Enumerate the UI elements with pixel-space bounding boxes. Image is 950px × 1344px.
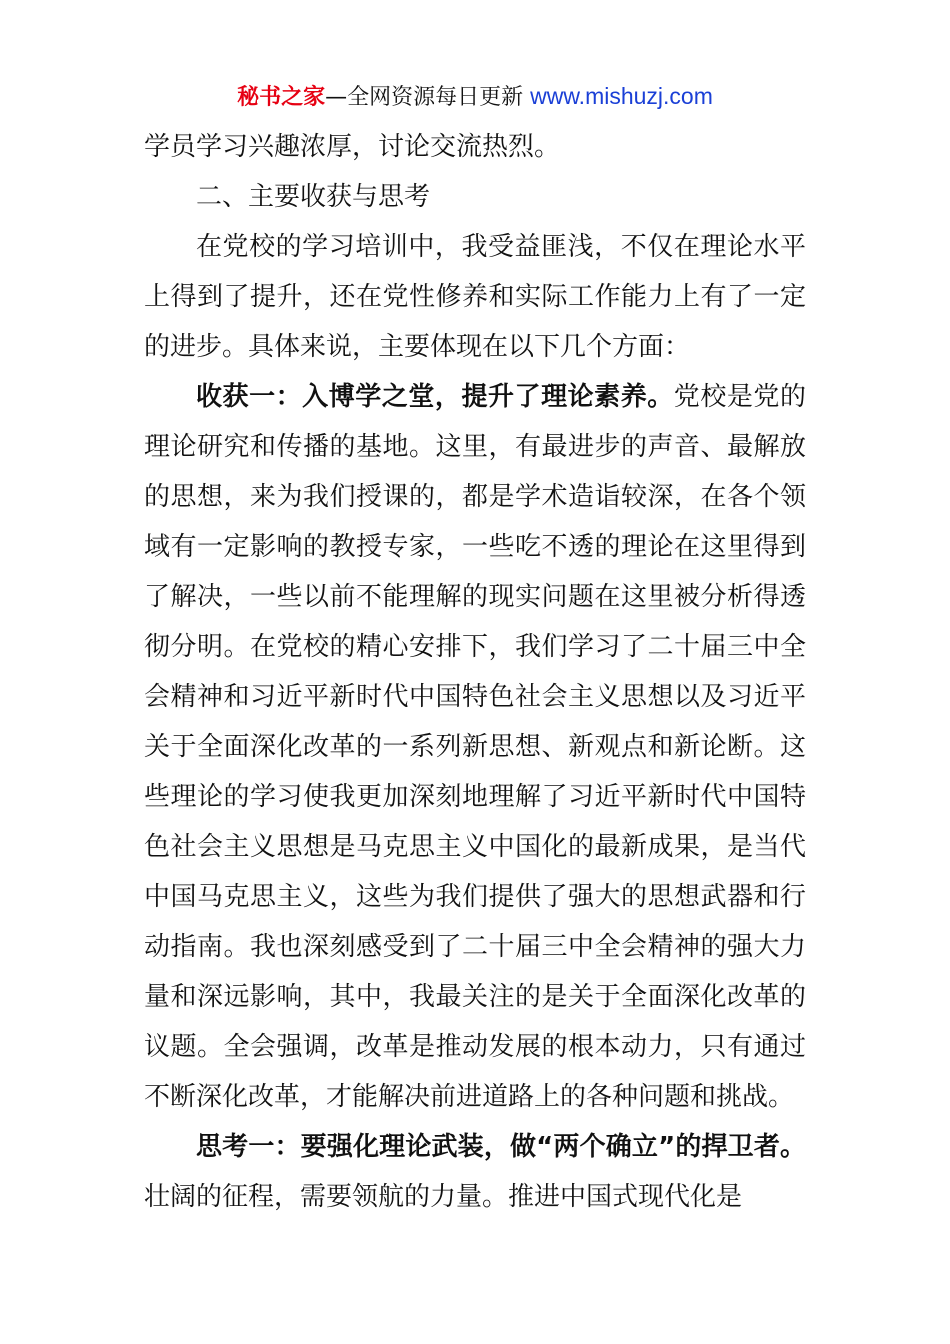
site-tagline: —全网资源每日更新 [325, 85, 531, 110]
site-header [0, 80, 950, 114]
section-heading: 二、主要收获与思考 [196, 182, 431, 212]
thought-one-text: 壮阔的征程，需要领航的力量。推进中国式现代化是 [144, 1182, 743, 1212]
document-body [144, 122, 806, 1222]
site-url-link[interactable]: www.mishuzj.com [530, 83, 713, 109]
paragraph-intro: 在党校的学习培训中，我受益匪浅，不仅在理论水平上得到了提升，还在党性修养和实际工作能力上有了一定的进步。具体来说，主要体现在以下几个方面： [144, 232, 806, 362]
paragraph-gain-one [144, 372, 806, 1122]
paragraph-continuation: 学员学习兴趣浓厚，讨论交流热烈。 [144, 132, 561, 162]
gain-one-text: 党校是党的理论研究和传播的基地。这里，有最进步的声音、最解放的思想，来为我们授课的，都是学术造诣较深，在各个领域有一定影响的教授专家，一些吃不透的理论在这里得到了解决，一些以前不能理解的现实问题在这里被分析得透彻分明。在党校的精心安排下，我们学习了二十届三中全会精神和习近平新时代中国特色社会主义思想以及习近平关于全面深化改革的一系列新思想、新观点和新论断。这些理论的学习使我更加深刻地理解了习近平新时代中国特色社会主义思想是马克思主义中国化的最新成果，是当代中国马克思主义，这些为我们提供了强大的思想武器和行动指南。我也深刻感受到了二十届三中全会精神的强大力量和深远影响，其中，我最关注的是关于全面深化改革的议题。全会强调，改革是推动发展的根本动力，只有通过不断深化改革，才能解决前进道路上的各种问题和挑战。 [144, 382, 806, 1112]
paragraph-thought-one [144, 1122, 806, 1222]
gain-one-heading: 收获一：入博学之堂，提升了理论素养。 [196, 382, 674, 412]
thought-one-heading: 思考一：要强化理论武装，做“两个确立”的捍卫者。 [196, 1132, 806, 1162]
site-brand: 秘书之家 [237, 85, 326, 110]
